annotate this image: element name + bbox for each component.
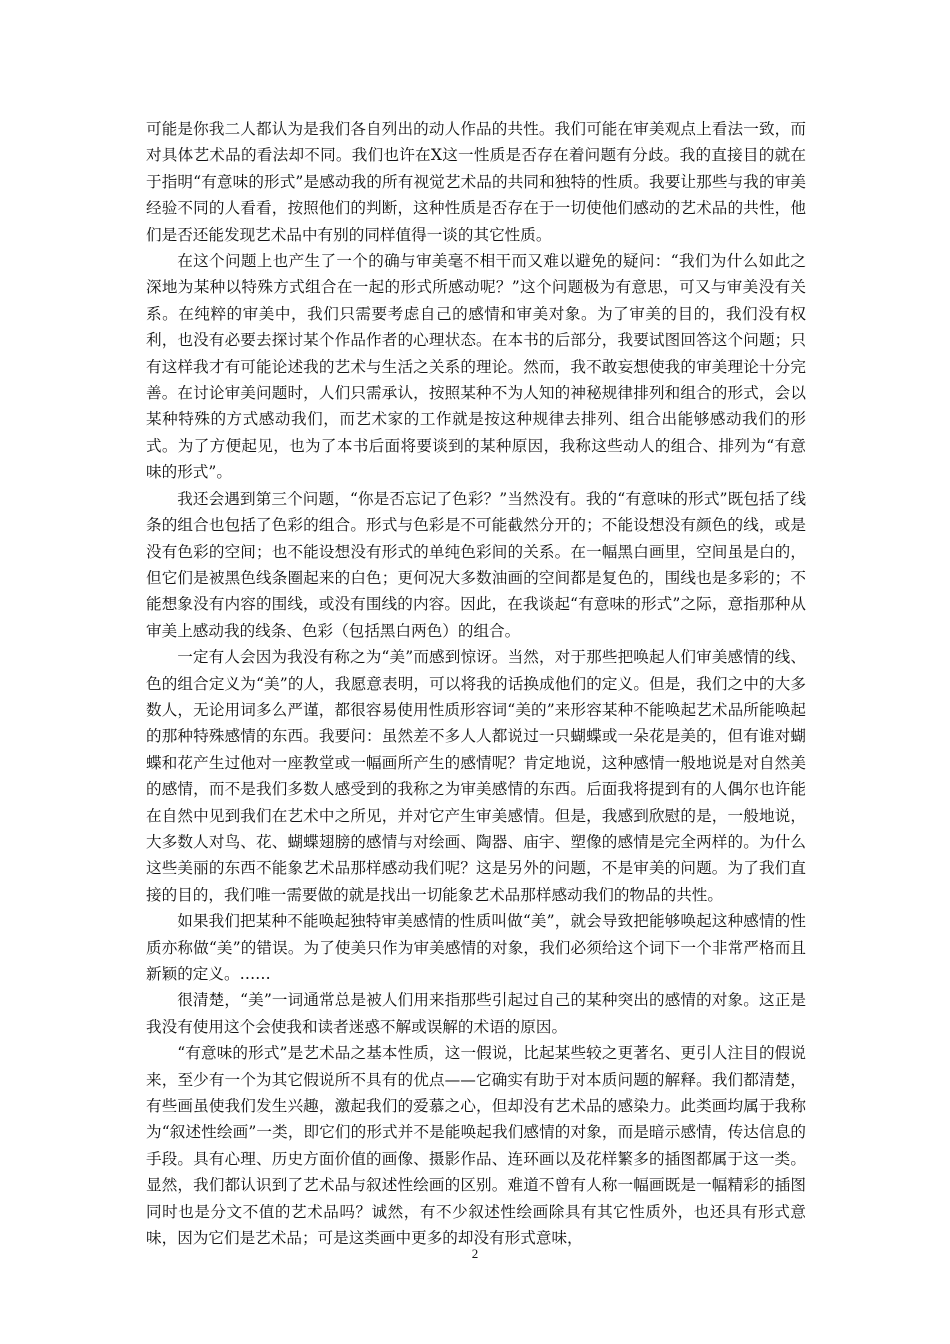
paragraph-3: 我还会遇到第三个问题，“你是否忘记了色彩？”当然没有。我的“有意味的形式”既包括了线条的组合也包括了色彩的组合。形式与色彩是不可能截然分开的；不能设想没有颜色的线，或是没有色彩的空间；也不能设想没有形式的单纯色彩间的关系。在一幅黑白画里，空间虽是白的，但它们是被黑色线条圈起来的白色；更何况大多数油画的空间都是复色的，围线也是多彩的；不能想象没有内容的围线，或没有围线的内容。因此，在我谈起“有意味的形式”之际，意指那种从审美上感动我的线条、色彩（包括黑白两色）的组合。 — [146, 489, 806, 640]
page-number: 2 — [471, 1246, 479, 1261]
paragraph-6: 很清楚，“美”一词通常总是被人们用来指那些引起过自己的某种突出的感情的对象。这正是我没有使用这个会使我和读者迷惑不解或误解的术语的原因。 — [146, 991, 806, 1036]
paragraph-5: 如果我们把某种不能唤起独特审美感情的性质叫做“美”，就会导致把能够唤起这种感情的性质亦称做“美”的错误。为了使美只作为审美感情的对象，我们必须给这个词下一个非常严格而且新颖的定义。…… — [146, 912, 806, 983]
paragraph-7: “有意味的形式”是艺术品之基本性质，这一假说，比起某些较之更著名、更引人注目的假说来，至少有一个为其它假说所不具有的优点——它确实有助于对本质问题的解释。我们都清楚，有些画虽使我们发生兴趣，激起我们的爱慕之心，但却没有艺术品的感染力。此类画均属于我称为“叙述性绘画”一类，即它们的形式并不是能唤起我们感情的对象，而是暗示感情，传达信息的手段。具有心理、历史方面价值的画像、摄影作品、连环画以及花样繁多的插图都属于这一类。显然，我们都认识到了艺术品与叙述性绘画的区别。难道不曾有人称一幅画既是一幅精彩的插图同时也是分文不值的艺术品吗？诚然，有不少叙述性绘画除具有其它性质外，也还具有形式意味，因为它们是艺术品；可是这类画中更多的却没有形式意味， — [146, 1044, 806, 1248]
page-body — [146, 116, 806, 1251]
paragraph-1: 可能是你我二人都认为是我们各自列出的动人作品的共性。我们可能在审美观点上看法一致，而对具体艺术品的看法却不同。我们也许在Ⅹ这一性质是否存在着问题有分歧。我的直接目的就在于指明“有意味的形式”是感动我的所有视觉艺术品的共同和独特的性质。我要让那些与我的审美经验不同的人看看，按照他们的判断，这种性质是否存在于一切使他们感动的艺术品的共性，他们是否还能发现艺术品中有别的同样值得一谈的其它性质。 — [146, 120, 806, 244]
paragraph-4: 一定有人会因为我没有称之为“美”而感到惊讶。当然，对于那些把唤起人们审美感情的线、色的组合定义为“美”的人，我愿意表明，可以将我的话换成他们的定义。但是，我们之中的大多数人，无论用词多么严谨，都很容易使用性质形容词“美的”来形容某种不能唤起艺术品所能唤起的那种特殊感情的东西。我要问：虽然差不多人人都说过一只蝴蝶或一朵花是美的，但有谁对蝴蝶和花产生过他对一座教堂或一幅画所产生的感情呢？肯定地说，这种感情一般地说是对自然美的感情，而不是我们多数人感受到的我称之为审美感情的东西。后面我将提到有的人偶尔也许能在自然中见到我们在艺术中之所见，并对它产生审美感情。但是，我感到欣慰的是，一般地说，大多数人对鸟、花、蝴蝶翅膀的感情与对绘画、陶器、庙宇、塑像的感情是完全两样的。为什么这些美丽的东西不能象艺术品那样感动我们呢？这是另外的问题，不是审美的问题。为了我们直接的目的，我们唯一需要做的就是找出一切能象艺术品那样感动我们的物品的共性。 — [146, 648, 806, 904]
paragraph-2: 在这个问题上也产生了一个的确与审美毫不相干而又难以避免的疑问：“我们为什么如此之深地为某种以特殊方式组合在一起的形式所感动呢？”这个问题极为有意思，可又与审美没有关系。在纯粹的审美中，我们只需要考虑自己的感情和审美对象。为了审美的目的，我们没有权利，也没有必要去探讨某个作品作者的心理状态。在本书的后部分，我要试图回答这个问题；只有这样我才有可能论述我的艺术与生活之关系的理论。然而，我不敢妄想使我的审美理论十分完善。在讨论审美问题时，人们只需承认，按照某种不为人知的神秘规律排列和组合的形式，会以某种特殊的方式感动我们，而艺术家的工作就是按这种规律去排列、组合出能够感动我们的形式。为了方便起见，也为了本书后面将要谈到的某种原因，我称这些动人的组合、排列为“有意味的形式”。 — [146, 252, 806, 482]
